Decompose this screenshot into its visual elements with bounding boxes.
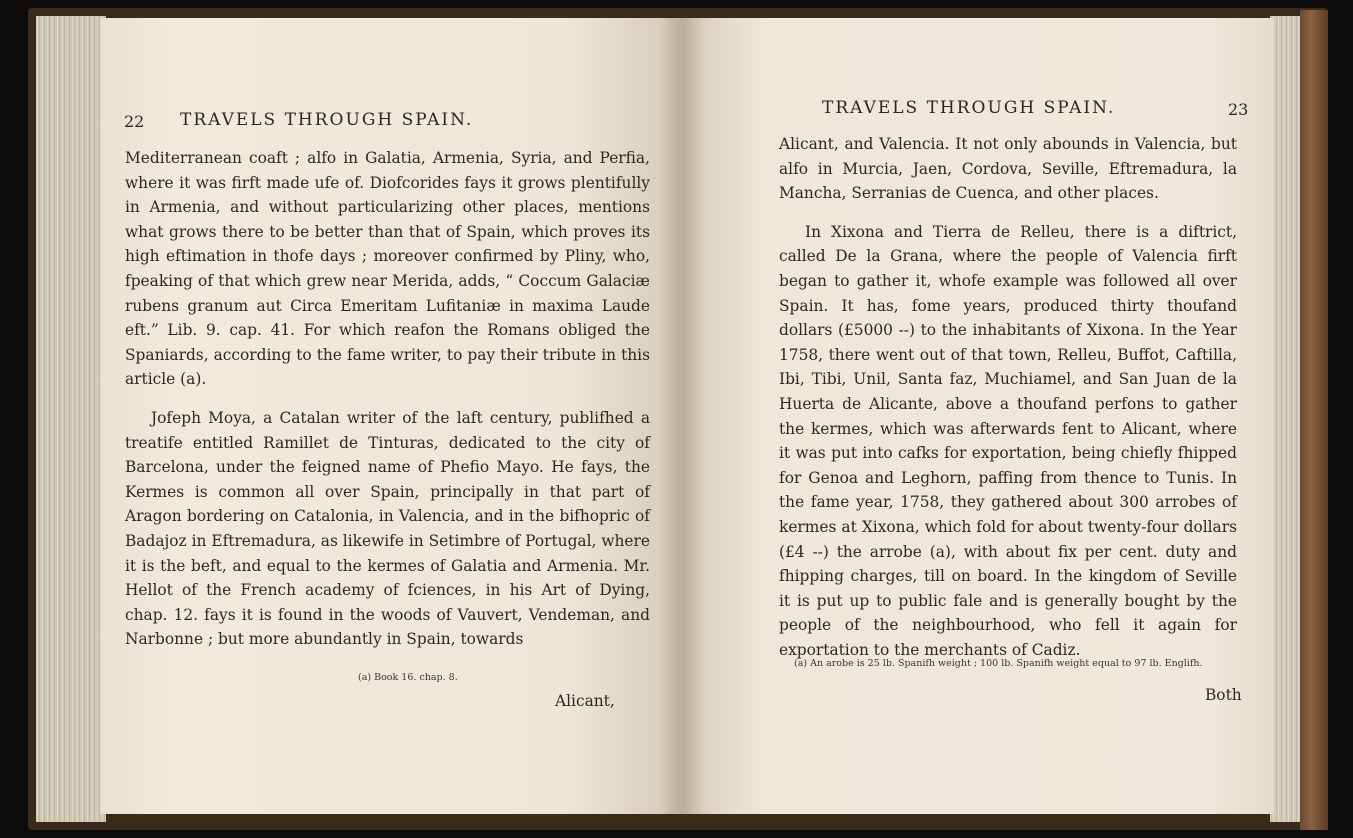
page-edges-left [36, 16, 106, 822]
catchword: Alicant, [555, 692, 615, 710]
page-number: 23 [1228, 100, 1249, 119]
paragraph: Jofeph Moya, a Catalan writer of the laft century, publifhed a treatife entitled Ramillet de Tinturas, dedicated to the city of Barcelona, under the feigned name of Phefio Mayo. He fays, the Kermes is common all over Spain, principally in that part of Aragon bordering on Catalonia, in Valencia, and in the bifhopric of Badajoz in Eftremadura, as likewife in Setimbre of Portugal, where it is the beft, and equal to the kermes of Galatia and Armenia. Mr. Hellot of the French academy of fciences, in his Art of Dying, chap. 12. fays it is found in the woods of Vauvert, Vendeman, and Narbonne ; but more abundantly in Spain, towards [125, 408, 650, 649]
footnote: (a) Book 16. chap. 8. [358, 672, 458, 683]
footnote: (a) An arobe is 25 lb. Spanifh weight ; 100 lb. Spanifh weight equal to 97 lb. Englifh. [794, 658, 1203, 669]
left-page [100, 18, 682, 814]
paragraph: Alicant, and Valencia. It not only abounds in Valencia, but alfo in Murcia, Jaen, Cordova, Seville, Eftremadura, la Mancha, Serranias de Cuenca, and other places. [779, 135, 1237, 203]
paragraph: Mediterranean coaft ; alfo in Galatia, Armenia, Syria, and Perfia, where it was firft made ufe of. Diofcorides fays it grows plentifully in Armenia, and without particularizing other places, mentions what grows there to be better than that of Spain, which proves its high eftimation in thofe days ; moreover confirmed by Pliny, who, fpeaking of that which grew near Merida, adds, “ Coccum Galaciæ rubens granum aut Circa Emeritam Lufitaniæ in maxima Laude eft.” Lib. 9. cap. 41. For which reafon the Romans obliged the Spaniards, according to the fame writer, to pay their tribute in this article (a). [125, 149, 650, 389]
running-head: TRAVELS THROUGH SPAIN. [180, 110, 474, 130]
right-page [682, 18, 1274, 814]
page-number: 22 [124, 112, 145, 131]
running-head: TRAVELS THROUGH SPAIN. [822, 98, 1116, 118]
book-cover-edge [1300, 10, 1328, 830]
right-body-text [779, 132, 1237, 676]
catchword: Both [1205, 686, 1242, 704]
left-body-text [125, 146, 650, 666]
paragraph: In Xixona and Tierra de Relleu, there is a diftrict, called De la Grana, where the people of Valencia firft began to gather it, whofe example was followed all over Spain. It has, fome years, produced thirty thoufand dollars (£5000 --) to the inhabitants of Xixona. In the Year 1758, there went out of that town, Relleu, Buffot, Caftilla, Ibi, Tibi, Unil, Santa faz, Muchiamel, and San Juan de la Huerta de Alicante, above a thoufand perfons to gather the kermes, which was afterwards fent to Alicant, where it was put into cafks for exportation, being chiefly fhipped for Genoa and Leghorn, paffing from thence to Tunis. In the fame year, 1758, they gathered about 300 arrobes of kermes at Xixona, which fold for about twenty-four dollars (£4 --) the arrobe (a), with about fix per cent. duty and fhipping charges, till on board. In the kingdom of Seville it is put up to public fale and is generally bought by the people of the neighbourhood, who fell it again for exportation to the merchants of Cadiz. [779, 222, 1237, 659]
